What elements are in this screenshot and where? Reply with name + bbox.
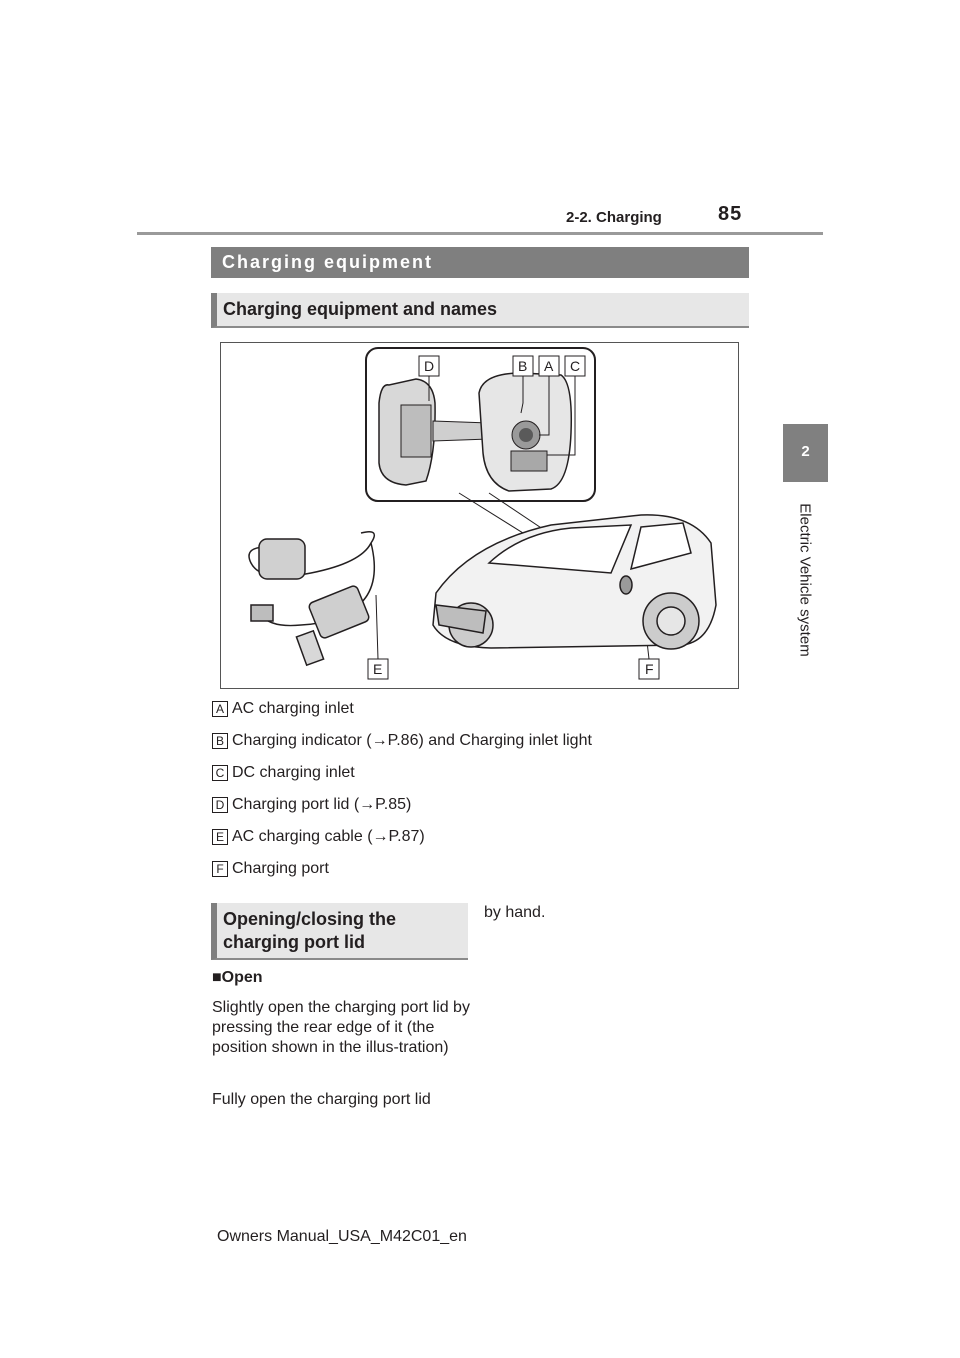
legend-text: Charging port lid (→P.85) <box>232 796 412 813</box>
legend-text: Charging indicator (→P.86) and Charging inlet light <box>232 732 592 749</box>
subheading-text: Opening/closing the charging port lid <box>223 909 397 952</box>
callout-f-label: F <box>645 661 654 677</box>
lid-latch <box>401 405 431 457</box>
ac-inlet-pins <box>519 428 533 442</box>
illustration-drawing <box>221 343 738 688</box>
legend-letter-box: E <box>212 829 228 845</box>
section-title: 2-2. Charging <box>566 209 662 226</box>
legend-letter-box: C <box>212 765 228 781</box>
legend-letter-box: F <box>212 861 228 877</box>
callout-d-label: D <box>424 358 435 374</box>
legend-text: AC charging cable (→P.87) <box>232 828 425 845</box>
legend-text: DC charging inlet <box>232 764 355 781</box>
dc-inlet-socket <box>511 451 547 471</box>
page-number: 85 <box>718 203 743 225</box>
vehicle-drawing <box>433 515 716 649</box>
open-step-1: Slightly open the charging port lid by pressing the rear edge of it (the position shown in the illus-tration) <box>212 999 470 1056</box>
charging-cable-drawing <box>249 532 374 665</box>
section-banner <box>211 247 749 278</box>
callout-c-label: C <box>570 358 581 374</box>
banner-title: Charging equipment <box>222 252 433 272</box>
callout-e-label: E <box>373 661 383 677</box>
subheading-equipment-names <box>211 293 749 328</box>
subheading-open-close <box>211 903 468 960</box>
open-heading: ■Open <box>212 969 263 986</box>
subheading-text: Charging equipment and names <box>223 299 498 319</box>
right-column-text: by hand. <box>484 904 546 921</box>
footer-manual-id: Owners Manual_USA_M42C01_en <box>217 1228 467 1245</box>
callout-a-label: A <box>544 358 554 374</box>
equipment-illustration <box>220 342 739 689</box>
legend-text: Charging port <box>232 860 329 877</box>
leader-e <box>376 595 378 659</box>
legend-text: AC charging inlet <box>232 700 354 717</box>
callout-b-label: B <box>518 358 528 374</box>
legend-letter-box: A <box>212 701 228 717</box>
chapter-title: Electric Vehicle system <box>796 503 814 657</box>
legend-letter-box: D <box>212 797 228 813</box>
header-rule <box>137 232 823 235</box>
legend-letter-box: B <box>212 733 228 749</box>
open-step-2: Fully open the charging port lid <box>212 1091 431 1108</box>
chapter-number: 2 <box>801 443 810 460</box>
